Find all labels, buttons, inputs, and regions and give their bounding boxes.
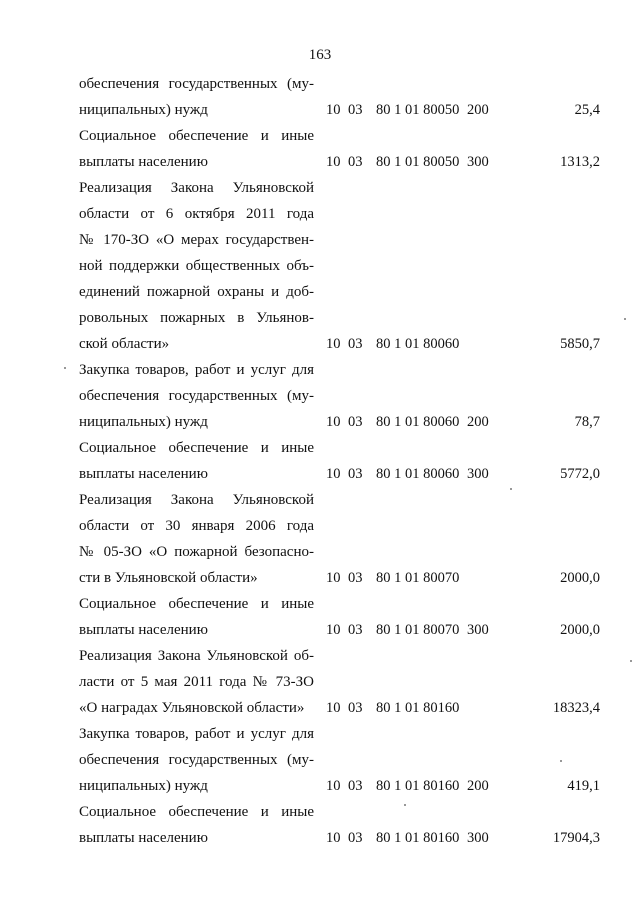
scan-speck xyxy=(624,318,626,320)
row-amount: 5772,0 xyxy=(560,466,600,482)
row-line xyxy=(0,669,640,695)
target-article-code: 80 1 01 80160 xyxy=(376,830,460,846)
row-description-line: № 170-ЗО «О мерах государствен- xyxy=(79,232,314,248)
row-description-line: обеспечения государственных (му- xyxy=(79,752,314,768)
row-description-line: выплаты населению xyxy=(79,154,208,170)
row-amount: 5850,7 xyxy=(560,336,600,352)
row-line xyxy=(0,357,640,383)
table-row xyxy=(0,643,640,721)
row-description-line: Социальное обеспечение и иные xyxy=(79,440,314,456)
row-line xyxy=(0,409,640,435)
scan-speck xyxy=(404,804,406,806)
subsection-code: 03 xyxy=(348,154,363,170)
section-code: 10 xyxy=(326,336,341,352)
scan-speck xyxy=(510,488,512,490)
table-row xyxy=(0,71,640,123)
row-description-line: Реализация Закона Ульяновской xyxy=(79,492,314,508)
row-line xyxy=(0,747,640,773)
row-description-line: Социальное обеспечение и иные xyxy=(79,128,314,144)
row-line xyxy=(0,539,640,565)
expense-type-code: 300 xyxy=(467,830,489,846)
row-amount: 419,1 xyxy=(567,778,600,794)
row-description-line: ровольных пожарных в Ульянов- xyxy=(79,310,314,326)
section-code: 10 xyxy=(326,466,341,482)
row-amount: 17904,3 xyxy=(552,830,600,846)
row-description-line: ниципальных) нужд xyxy=(79,778,208,794)
row-description-line: сти в Ульяновской области» xyxy=(79,570,258,586)
row-description-line: № 05-ЗО «О пожарной безопасно- xyxy=(79,544,314,560)
row-amount: 78,7 xyxy=(574,414,600,430)
row-description-line: Закупка товаров, работ и услуг для xyxy=(79,362,314,378)
row-description-line: области от 6 октября 2011 года xyxy=(79,206,314,222)
row-line xyxy=(0,825,640,851)
row-description-line: ниципальных) нужд xyxy=(79,414,208,430)
row-line xyxy=(0,617,640,643)
row-line xyxy=(0,591,640,617)
section-code: 10 xyxy=(326,154,341,170)
expense-type-code: 200 xyxy=(467,102,489,118)
row-line xyxy=(0,461,640,487)
row-description-line: Закупка товаров, работ и услуг для xyxy=(79,726,314,742)
target-article-code: 80 1 01 80060 xyxy=(376,466,460,482)
subsection-code: 03 xyxy=(348,336,363,352)
subsection-code: 03 xyxy=(348,830,363,846)
table-row xyxy=(0,175,640,357)
row-line xyxy=(0,201,640,227)
section-code: 10 xyxy=(326,778,341,794)
row-line xyxy=(0,97,640,123)
section-code: 10 xyxy=(326,700,341,716)
row-line xyxy=(0,799,640,825)
expense-type-code: 300 xyxy=(467,622,489,638)
row-amount: 1313,2 xyxy=(560,154,600,170)
table-row xyxy=(0,357,640,435)
section-code: 10 xyxy=(326,622,341,638)
row-description-line: Реализация Закона Ульяновской xyxy=(79,180,314,196)
row-line xyxy=(0,487,640,513)
row-description-line: обеспечения государственных (му- xyxy=(79,388,314,404)
expense-type-code: 300 xyxy=(467,154,489,170)
section-code: 10 xyxy=(326,570,341,586)
section-code: 10 xyxy=(326,102,341,118)
section-code: 10 xyxy=(326,414,341,430)
row-description-line: области от 30 января 2006 года xyxy=(79,518,314,534)
target-article-code: 80 1 01 80050 xyxy=(376,102,460,118)
subsection-code: 03 xyxy=(348,778,363,794)
row-line xyxy=(0,513,640,539)
scan-speck xyxy=(64,367,66,369)
row-description-line: обеспечения государственных (му- xyxy=(79,76,314,92)
budget-table xyxy=(0,71,640,851)
row-description-line: ласти от 5 мая 2011 года № 73-ЗО xyxy=(79,674,314,690)
row-amount: 2000,0 xyxy=(560,622,600,638)
target-article-code: 80 1 01 80070 xyxy=(376,622,460,638)
row-line xyxy=(0,643,640,669)
target-article-code: 80 1 01 80060 xyxy=(376,414,460,430)
row-line xyxy=(0,175,640,201)
row-description-line: единений пожарной охраны и доб- xyxy=(79,284,314,300)
row-line xyxy=(0,123,640,149)
target-article-code: 80 1 01 80050 xyxy=(376,154,460,170)
subsection-code: 03 xyxy=(348,102,363,118)
expense-type-code: 200 xyxy=(467,778,489,794)
table-row xyxy=(0,487,640,591)
row-description-line: выплаты населению xyxy=(79,622,208,638)
subsection-code: 03 xyxy=(348,414,363,430)
target-article-code: 80 1 01 80160 xyxy=(376,700,460,716)
row-description-line: Социальное обеспечение и иные xyxy=(79,596,314,612)
row-description-line: ниципальных) нужд xyxy=(79,102,208,118)
target-article-code: 80 1 01 80070 xyxy=(376,570,460,586)
table-row xyxy=(0,799,640,851)
target-article-code: 80 1 01 80060 xyxy=(376,336,460,352)
row-line xyxy=(0,383,640,409)
expense-type-code: 300 xyxy=(467,466,489,482)
table-row xyxy=(0,721,640,799)
row-amount: 25,4 xyxy=(574,102,600,118)
subsection-code: 03 xyxy=(348,570,363,586)
row-amount: 18323,4 xyxy=(552,700,600,716)
row-description-line: ной поддержки общественных объ- xyxy=(79,258,314,274)
row-line xyxy=(0,71,640,97)
subsection-code: 03 xyxy=(348,622,363,638)
scan-speck xyxy=(560,760,562,762)
row-line xyxy=(0,227,640,253)
row-line xyxy=(0,773,640,799)
row-line xyxy=(0,565,640,591)
subsection-code: 03 xyxy=(348,466,363,482)
row-line xyxy=(0,279,640,305)
table-row xyxy=(0,435,640,487)
row-line xyxy=(0,721,640,747)
row-description-line: выплаты населению xyxy=(79,830,208,846)
target-article-code: 80 1 01 80160 xyxy=(376,778,460,794)
table-row xyxy=(0,591,640,643)
row-line xyxy=(0,435,640,461)
row-amount: 2000,0 xyxy=(560,570,600,586)
row-description-line: ской области» xyxy=(79,336,170,352)
row-description-line: выплаты населению xyxy=(79,466,208,482)
row-description-line: «О наградах Ульяновской области» xyxy=(79,700,305,716)
row-line xyxy=(0,305,640,331)
row-description-line: Реализация Закона Ульяновской об- xyxy=(79,648,314,664)
page-number: 163 xyxy=(308,47,332,63)
row-line xyxy=(0,695,640,721)
row-line xyxy=(0,253,640,279)
subsection-code: 03 xyxy=(348,700,363,716)
row-description-line: Социальное обеспечение и иные xyxy=(79,804,314,820)
section-code: 10 xyxy=(326,830,341,846)
table-row xyxy=(0,123,640,175)
row-line xyxy=(0,331,640,357)
row-line xyxy=(0,149,640,175)
scan-speck xyxy=(630,660,632,662)
expense-type-code: 200 xyxy=(467,414,489,430)
